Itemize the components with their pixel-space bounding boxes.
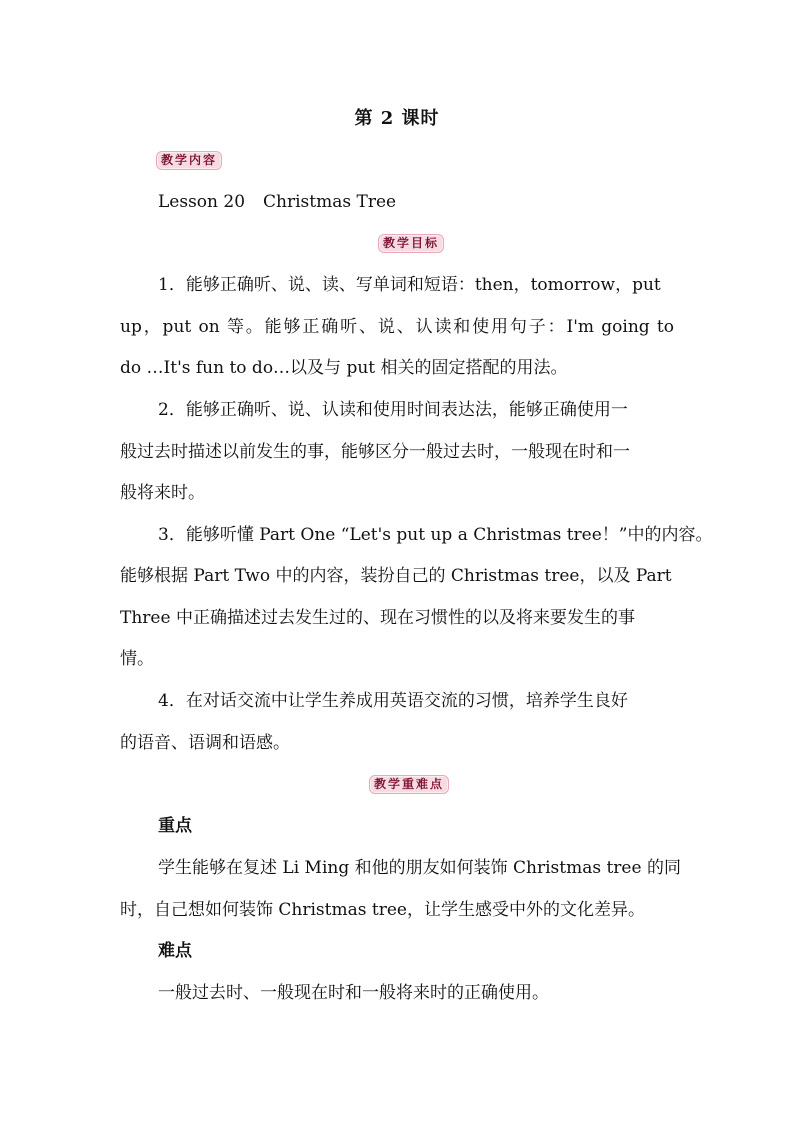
objective-3-line-1: 3．能够听懂 Part One “Let's put up a Christmas tree！”中的内容。 <box>158 525 713 545</box>
objective-3-line-3: Three 中正确描述过去发生过的、现在习惯性的以及将来要发生的事 <box>120 608 635 628</box>
key-point-line-2: 时，自己想如何装饰 Christmas tree，让学生感受中外的文化差异。 <box>120 900 645 920</box>
objective-4-line-2: 的语音、语调和语感。 <box>120 733 290 753</box>
key-point-heading: 重点 <box>158 816 192 836</box>
objective-2-line-1: 2．能够正确听、说、认读和使用时间表达法，能够正确使用一 <box>158 400 628 420</box>
objective-1-line-3: do …It's fun to do…以及与 put 相关的固定搭配的用法。 <box>120 358 568 378</box>
objective-2-line-2: 般过去时描述以前发生的事，能够区分一般过去时，一般现在时和一 <box>120 442 630 462</box>
lesson-heading <box>158 190 396 214</box>
key-point-line-1: 学生能够在复述 Li Ming 和他的朋友如何装饰 Christmas tree 的同 <box>158 858 681 878</box>
teaching-objectives-tag: 教学目标 <box>378 234 444 253</box>
difficult-point-heading: 难点 <box>158 941 192 961</box>
lesson-period-title: 第 2 课时 <box>354 108 440 129</box>
key-difficult-points-tag: 教学重难点 <box>369 775 449 794</box>
objective-1-line-2: up，put on 等。能够正确听、说、认读和使用句子：I'm going to <box>120 317 674 337</box>
objective-2-line-3: 般将来时。 <box>120 483 205 503</box>
objective-4-line-1: 4．在对话交流中让学生养成用英语交流的习惯，培养学生良好 <box>158 691 628 711</box>
difficult-point-line-1: 一般过去时、一般现在时和一般将来时的正确使用。 <box>158 983 549 1003</box>
objective-3-line-4: 情。 <box>120 649 154 669</box>
objective-3-line-2: 能够根据 Part Two 中的内容，装扮自己的 Christmas tree，以及 Part <box>120 566 672 586</box>
lesson-number: Lesson 20 <box>158 192 246 212</box>
lesson-name: Christmas Tree <box>263 192 397 212</box>
teaching-content-tag: 教学内容 <box>156 151 222 170</box>
objective-1-line-1: 1．能够正确听、说、读、写单词和短语：then，tomorrow，put <box>158 275 661 295</box>
